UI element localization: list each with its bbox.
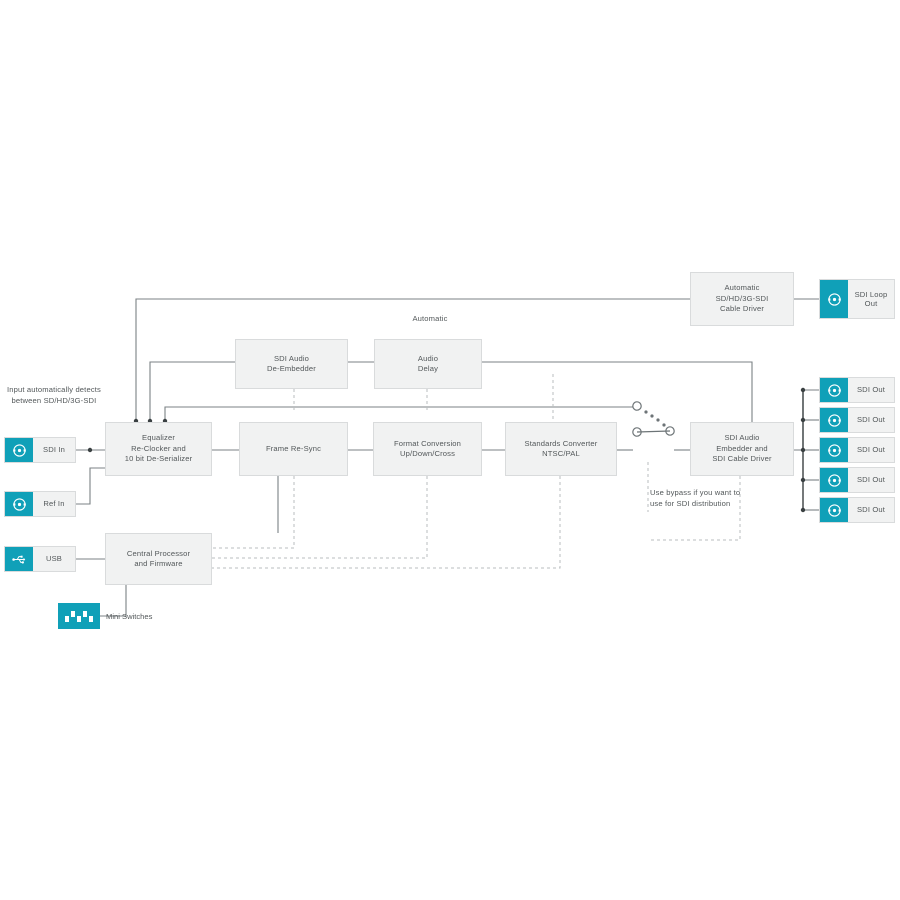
annotation-line: Use bypass if — [650, 488, 698, 497]
block-frame-re-sync[interactable] — [239, 422, 348, 476]
port-label-line: SDI Out — [856, 475, 886, 485]
block-line: and Firmware — [134, 559, 183, 568]
block-sdi-audio-embedder[interactable] — [690, 422, 794, 476]
block-format-conversion[interactable] — [373, 422, 482, 476]
annotation-line: use for SDI — [650, 498, 690, 508]
mini-switches-label: Mini Switches — [106, 611, 153, 621]
block-sdi-audio-de-embedder[interactable] — [235, 339, 348, 389]
usb-icon — [5, 547, 33, 571]
block-audio-delay[interactable] — [374, 339, 482, 389]
mini-switches[interactable] — [58, 603, 152, 629]
annotation-line: distribution — [691, 498, 731, 508]
annotation-automatic — [380, 314, 480, 325]
block-line: Delay — [417, 364, 439, 373]
block-line: Frame Re-Sync — [265, 443, 322, 453]
port-sdi-out-1[interactable] — [819, 377, 895, 403]
block-line: NTSC/PAL — [542, 449, 580, 458]
bnc-connector-icon — [820, 438, 848, 462]
port-label-line: SDI Out — [856, 505, 886, 515]
block-line: Equalizer — [141, 433, 175, 443]
annotation-line: detects between — [11, 385, 101, 405]
annotation-bypass — [650, 488, 742, 509]
block-line: Audio — [417, 353, 439, 363]
port-label — [848, 385, 894, 395]
block-line: Automatic — [724, 283, 760, 293]
dip-switches-icon — [58, 603, 100, 629]
port-ref-in[interactable] — [4, 491, 76, 517]
port-label — [33, 554, 75, 564]
port-label — [848, 290, 894, 309]
port-label-line: SDI Loop — [854, 289, 888, 299]
annotation-line: Automatic — [412, 314, 448, 323]
port-sdi-in[interactable] — [4, 437, 76, 463]
port-label-line: SDI Out — [856, 445, 886, 455]
block-standards-converter[interactable] — [505, 422, 617, 476]
port-label-line: SDI Out — [856, 385, 886, 395]
block-line: 10 bit De-Serializer — [124, 454, 193, 464]
bnc-connector-icon — [820, 280, 848, 318]
annotation-line: SD/HD/3G-SDI — [43, 395, 97, 405]
port-label-line: USB — [45, 554, 63, 564]
port-label — [848, 505, 894, 515]
block-line: SDI Cable Driver — [712, 454, 772, 464]
port-label — [33, 499, 75, 509]
block-line: Cable Driver — [720, 304, 764, 314]
block-line: SDI Audio — [273, 353, 310, 363]
block-line: Format Conversion — [393, 438, 462, 448]
port-label-line: Ref In — [43, 499, 65, 509]
port-sdi-loop-out[interactable] — [819, 279, 895, 319]
bnc-connector-icon — [820, 378, 848, 402]
block-line: Central Processor — [126, 548, 191, 558]
block-line: SD/HD/3G-SDI — [715, 293, 769, 303]
port-label — [848, 415, 894, 425]
block-line: Up/Down/Cross — [399, 449, 456, 458]
port-label-line: SDI In — [42, 445, 65, 455]
port-sdi-out-3[interactable] — [819, 437, 895, 463]
port-label — [33, 445, 75, 455]
port-label — [848, 445, 894, 455]
annotation-line: Input automatically — [7, 385, 74, 394]
bnc-connector-icon — [5, 492, 33, 516]
bnc-connector-icon — [5, 438, 33, 462]
bnc-connector-icon — [820, 468, 848, 492]
annotation-input-detect — [2, 385, 106, 406]
port-label — [848, 475, 894, 485]
bnc-connector-icon — [820, 498, 848, 522]
block-central-processor[interactable] — [105, 533, 212, 585]
bnc-connector-icon — [820, 408, 848, 432]
block-line: Embedder and — [716, 443, 768, 453]
block-line: Standards Converter — [524, 438, 598, 448]
port-usb[interactable] — [4, 546, 76, 572]
block-line: De-Embedder — [267, 364, 316, 373]
port-label-line: Out — [864, 299, 878, 308]
annotation-line: you want to — [699, 488, 741, 497]
port-sdi-out-5[interactable] — [819, 497, 895, 523]
block-cable-driver[interactable] — [690, 272, 794, 326]
block-line: Re-Clocker and — [131, 443, 186, 453]
block-equalizer[interactable] — [105, 422, 212, 476]
port-sdi-out-4[interactable] — [819, 467, 895, 493]
block-line: SDI Audio — [724, 433, 760, 443]
port-sdi-out-2[interactable] — [819, 407, 895, 433]
port-label-line: SDI Out — [856, 415, 886, 425]
